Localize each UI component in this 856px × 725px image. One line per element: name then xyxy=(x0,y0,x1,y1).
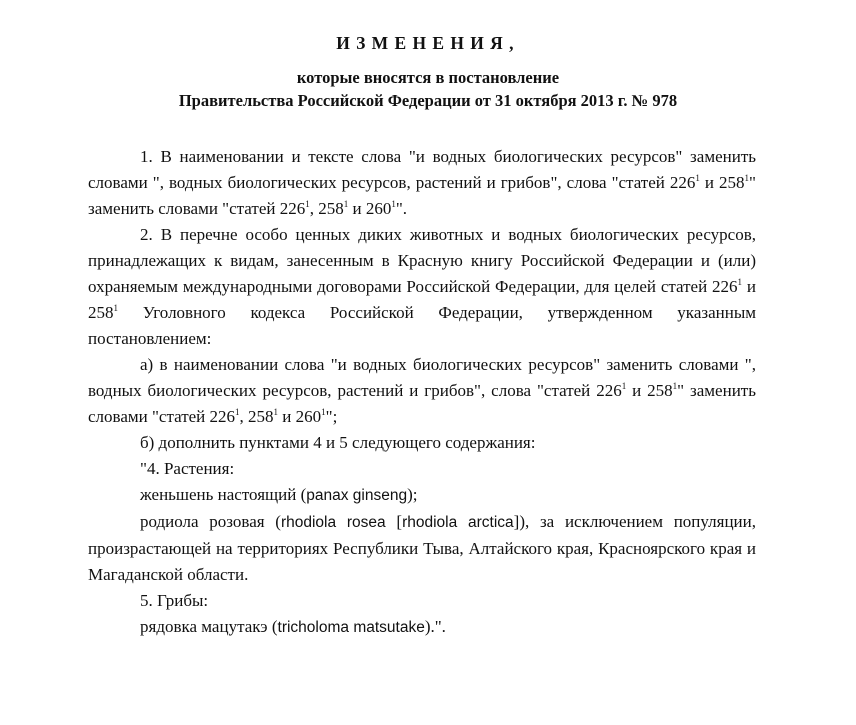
item-rhodiola: родиола розовая (rhodiola rosea [rhodiola arctica]), за исключением популяции, произрастающей на территориях Республики Тыва, Алтайского края, Красноярского края и Магаданской области. xyxy=(88,512,757,584)
item-matsutake: рядовка мацутакэ (tricholoma matsutake).". xyxy=(140,617,446,636)
item-ginseng: женьшень настоящий (panax ginseng); xyxy=(140,485,418,504)
document-body xyxy=(88,144,756,641)
document-title: ИЗМЕНЕНИЯ, xyxy=(336,33,520,53)
item-4-plants: "4. Растения: xyxy=(140,459,235,478)
subtitle-line-1: которые вносятся в постановление xyxy=(296,68,560,87)
paragraph-1: 1. В наименовании и тексте слова "и водных биологических ресурсов" заменить словами ", водных биологических ресурсов, растений и грибов", слова "статей $226^1$ и $258^1$" заменить словами "статей $226^1$, $258^1$ и $260^1$". xyxy=(88,147,756,218)
subtitle-line-2: Правительства Российской Федерации от 31 октября 2013 г. № 978 xyxy=(178,91,678,110)
paragraph-2a: а) в наименовании слова "и водных биологических ресурсов" заменить словами ", водных биологических ресурсов, растений и грибов", слова "статей $226^1$ и $258^1$" заменить словами "статей $226^1$, $258^1$ и $260^1$"; xyxy=(88,355,756,426)
document-subtitle xyxy=(0,66,856,112)
paragraph-2: 2. В перечне особо ценных диких животных и водных биологических ресурсов, принадлежащих к видам, занесенным в Красную книгу Российской Федерации и (или) охраняемым международными договорами Российской Федерации, для целей статей $226^1$ и $258^1$ Уголовного кодекса Российской Федерации, утвержденном указанным постановлением: xyxy=(88,225,756,348)
item-5-fungi: 5. Грибы: xyxy=(140,591,209,610)
paragraph-2b: б) дополнить пунктами 4 и 5 следующего содержания: xyxy=(140,433,536,452)
